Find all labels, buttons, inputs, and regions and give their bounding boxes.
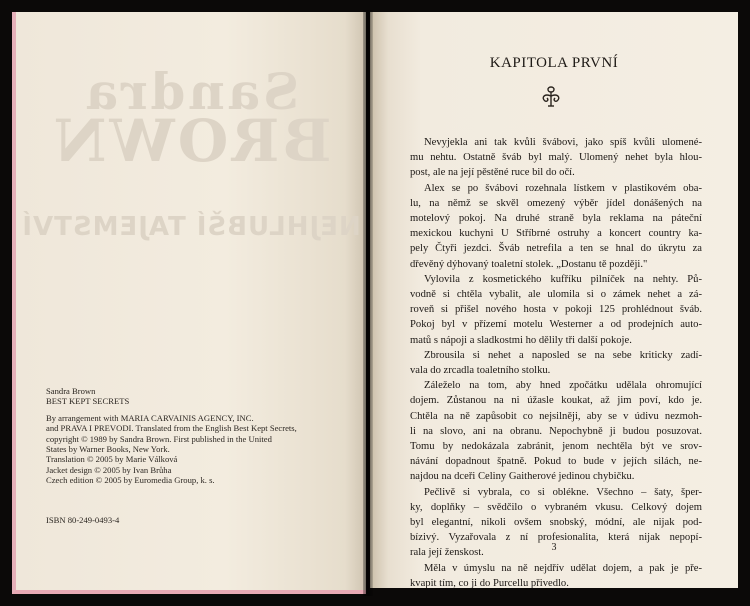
isbn: ISBN 80-249-0493-4 <box>46 515 120 525</box>
text-line: kvapit tím, co ji do Purcellu přivedlo. <box>410 577 569 588</box>
text-line: Tomu by nedokázala zabránit, jenom nechtěla být ve srov- <box>410 441 702 453</box>
text-line: dojem. Zůstanou na ni úžasle koukat, až jim poví, kdo je. <box>410 395 702 407</box>
text-line: Zbrousila si nehet a naposled se na sebe kriticky zadí- <box>424 349 702 361</box>
text-line: Alex se po švábovi rozehnala lístkem v plastikovém oba- <box>424 182 702 194</box>
colophon-line: copyright © 1989 by Sandra Brown. First published in the United <box>46 433 272 444</box>
body-text <box>410 135 702 588</box>
text-line: pely Čtyři jezdci. Šváb netrefila a ten se hnal do úkrytu za <box>410 243 702 255</box>
colophon-line: BEST KEPT SECRETS <box>46 396 130 407</box>
text-line: Pečlivě si vybrala, co si oblékne. Všechno – šaty, šper- <box>424 486 702 498</box>
text-line: Chtěla na ně zapůsobit co nejsilněji, aby se v údivu nezmoh- <box>410 410 702 422</box>
colophon-line: Translation © 2005 by Marie Válková <box>46 454 178 465</box>
text-line: Měla v úmyslu na ně nejdřív udělat dojem, a pak je pře- <box>424 562 702 574</box>
text-line: dřevěný dýhovaný toaletní stolek. „Dostanu tě později." <box>410 258 648 270</box>
text-line: li na slovo, ani na obranu. Nepochybně ji budou posuzovat. <box>410 425 702 437</box>
text-line: motelový pokoj. Na druhé straně byla reklama na páteční <box>410 213 702 225</box>
text-line: byl elegantní, nikoli ovšem snobský, módní, ale nijak pod- <box>410 517 702 529</box>
colophon-line: States by Warner Books, New York. <box>46 444 170 455</box>
colophon-line: By arrangement with MARIA CARVAINIS AGENCY, INC. <box>46 412 254 423</box>
text-line: Záleželo na tom, aby hned zpočátku udělala ohromující <box>424 380 702 392</box>
colophon <box>46 386 346 486</box>
chapter-title: KAPITOLA PRVNÍ <box>489 55 619 71</box>
colophon-line: Jacket design © 2005 by Ivan Brůha <box>46 464 172 475</box>
text-line: Pokoj byl v přízemí motelu Westerner a od prodejních auto- <box>410 319 702 331</box>
text-line: matů s nápoji a sladkostmi ho dělily tři další pokoje. <box>410 334 632 346</box>
text-line: bízivý. Vyzařovala z ní profesionalita, která nijak nepopí- <box>410 532 702 544</box>
show-through-author-last: BROWN <box>50 107 332 175</box>
text-line: post, ale na její pěstěné ruce bil do očí. <box>410 167 575 179</box>
text-line: ky, doplňky – svědčilo o vybraném vkusu. Celkový dojem <box>410 501 702 513</box>
text-line: vala do zrcadla toaletního stolku. <box>410 365 551 377</box>
text-line: návání dopadnout špatně. Pokud to bude v jejích silách, ne- <box>410 456 702 468</box>
left-page <box>12 12 366 594</box>
colophon-line: and PRAVA I PREVODI. Translated from the English Best Kept Secrets, <box>46 423 297 434</box>
show-through-author-first: Sandra <box>82 62 300 121</box>
colophon-line: Czech edition © 2005 by Euromedia Group, k. s. <box>46 475 215 486</box>
text-line: Vylovila z kosmetického kufříku pilníček na nehty. Pů- <box>424 273 702 285</box>
text-line: lu, na němž se skvěl omezený výběr jídel donášených na <box>410 197 702 209</box>
show-through-title: NEJHLUBŠÍ TAJEMSTVÍ <box>21 212 361 242</box>
text-line: roveň si přišel nového hosta v pokoji 125 prohlédnout šváb. <box>410 304 702 316</box>
text-line: najdou na dceři Celiny Gaitherové jedinou chybičku. <box>410 471 635 483</box>
ornament-icon <box>538 84 564 110</box>
text-line: vodně si chtěla vybalit, ale ulomila si o zámek nehet a zá- <box>410 289 702 301</box>
book-spine <box>363 10 373 596</box>
text-line: rala její ženskost. <box>410 547 484 559</box>
text-line: Nevyjekla ani tak kvůli švábovi, jako spíš kvůli ulomené- <box>424 137 702 148</box>
page-number: 3 <box>551 542 557 553</box>
text-line: mexickou kuchyni U Stříbrné ostruhy a koncert country ka- <box>410 228 702 240</box>
right-page <box>370 12 738 588</box>
colophon-line: Sandra Brown <box>46 386 96 396</box>
text-line: mu nehtu. Ostatně šváb byl malý. Ulomený nehet byla hlou- <box>410 152 702 164</box>
